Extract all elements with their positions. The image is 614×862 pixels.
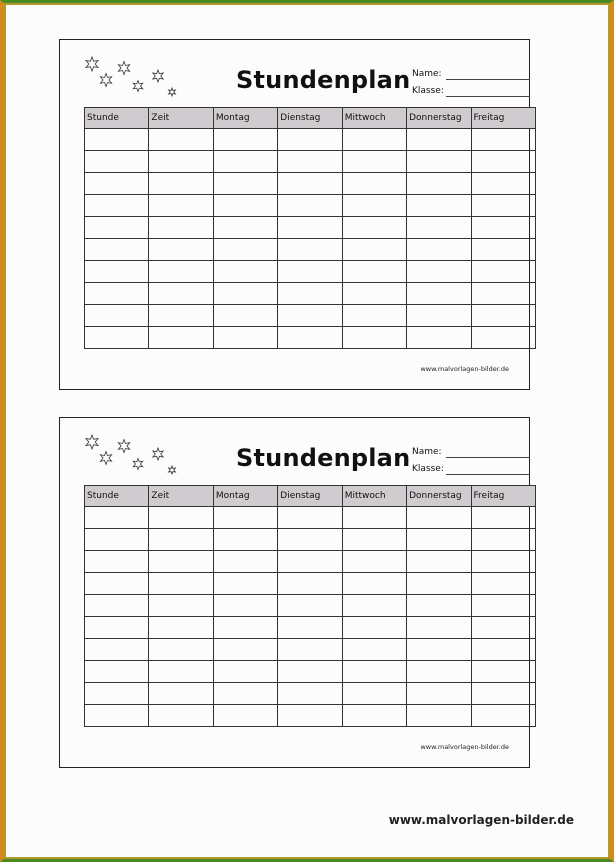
table-cell: [85, 217, 149, 239]
table-cell: [85, 529, 149, 551]
table-cell: [278, 261, 342, 283]
table-cell: [213, 595, 277, 617]
card-footer-url: www.malvorlagen-bilder.de: [420, 365, 509, 373]
table-cell: [471, 529, 535, 551]
star-icon: [100, 452, 111, 465]
table-cell: [149, 261, 213, 283]
class-blank-line: [446, 474, 530, 475]
table-cell: [407, 661, 471, 683]
table-row: [85, 595, 536, 617]
star-icon: [133, 81, 143, 92]
table-cell: [85, 551, 149, 573]
column-header: Donnerstag: [407, 108, 471, 129]
star-icon: [100, 74, 111, 87]
table-cell: [342, 529, 406, 551]
name-label: Name:: [412, 447, 442, 457]
table-row: [85, 551, 536, 573]
table-cell: [278, 195, 342, 217]
star-icon: [133, 459, 143, 470]
table-cell: [342, 705, 406, 727]
table-cell: [342, 151, 406, 173]
table-cell: [149, 305, 213, 327]
table-cell: [471, 507, 535, 529]
column-header: Zeit: [149, 108, 213, 129]
table-cell: [342, 217, 406, 239]
table-cell: [149, 173, 213, 195]
column-header: Zeit: [149, 486, 213, 507]
table-cell: [342, 551, 406, 573]
table-cell: [278, 639, 342, 661]
table-cell: [471, 639, 535, 661]
star-icon: [118, 62, 129, 75]
table-row: [85, 573, 536, 595]
table-cell: [85, 327, 149, 349]
table-cell: [471, 305, 535, 327]
table-cell: [149, 507, 213, 529]
table-cell: [85, 151, 149, 173]
table-cell: [407, 617, 471, 639]
class-label: Klasse:: [412, 464, 444, 474]
table-cell: [471, 173, 535, 195]
star-icon: [86, 435, 98, 449]
table-cell: [278, 705, 342, 727]
column-header: Dienstag: [278, 486, 342, 507]
card-title: Stundenplan: [236, 444, 411, 472]
star-icon: [86, 57, 98, 71]
table-cell: [471, 705, 535, 727]
table-cell: [407, 305, 471, 327]
table-cell: [471, 129, 535, 151]
timetable-card-1: [59, 39, 530, 390]
table-cell: [213, 705, 277, 727]
table-cell: [85, 705, 149, 727]
table-row: [85, 305, 536, 327]
table-cell: [342, 617, 406, 639]
table-cell: [149, 573, 213, 595]
table-cell: [407, 173, 471, 195]
table-cell: [342, 573, 406, 595]
table-row: [85, 195, 536, 217]
table-cell: [149, 617, 213, 639]
table-cell: [278, 151, 342, 173]
table-cell: [471, 261, 535, 283]
table-cell: [213, 617, 277, 639]
table-cell: [278, 573, 342, 595]
table-cell: [407, 195, 471, 217]
schedule-table: [84, 485, 536, 727]
table-cell: [407, 217, 471, 239]
table-cell: [407, 595, 471, 617]
page-footer-url: www.malvorlagen-bilder.de: [388, 813, 574, 827]
table-row: [85, 683, 536, 705]
class-label: Klasse:: [412, 86, 444, 96]
table-body: [85, 129, 536, 349]
name-field: [412, 447, 442, 457]
stars-decoration: [80, 432, 180, 480]
table-cell: [342, 173, 406, 195]
table-cell: [278, 239, 342, 261]
table-cell: [407, 639, 471, 661]
table-cell: [85, 507, 149, 529]
table-cell: [149, 239, 213, 261]
column-header: Stunde: [85, 108, 149, 129]
table-cell: [342, 305, 406, 327]
table-cell: [213, 573, 277, 595]
table-cell: [407, 129, 471, 151]
timetable-card-2: [59, 417, 530, 768]
table-cell: [278, 595, 342, 617]
column-header: Freitag: [471, 486, 535, 507]
table-cell: [278, 661, 342, 683]
table-row: [85, 129, 536, 151]
star-icon: [118, 440, 129, 453]
table-cell: [85, 195, 149, 217]
table-cell: [85, 617, 149, 639]
table-cell: [342, 261, 406, 283]
table-cell: [278, 507, 342, 529]
table-cell: [85, 305, 149, 327]
table-cell: [278, 217, 342, 239]
table-row: [85, 151, 536, 173]
table-cell: [407, 151, 471, 173]
table-cell: [213, 239, 277, 261]
table-cell: [471, 661, 535, 683]
star-icon: [169, 466, 176, 474]
table-row: [85, 217, 536, 239]
table-cell: [342, 327, 406, 349]
column-header: Dienstag: [278, 108, 342, 129]
table-cell: [342, 683, 406, 705]
column-header: Montag: [213, 486, 277, 507]
card-footer-url: www.malvorlagen-bilder.de: [420, 743, 509, 751]
table-cell: [342, 129, 406, 151]
table-cell: [342, 239, 406, 261]
name-field: [412, 69, 442, 79]
table-cell: [407, 507, 471, 529]
table-cell: [471, 573, 535, 595]
table-row: [85, 327, 536, 349]
table-cell: [149, 639, 213, 661]
table-row: [85, 661, 536, 683]
table-row: [85, 507, 536, 529]
table-body: [85, 507, 536, 727]
column-header: Donnerstag: [407, 486, 471, 507]
table-cell: [149, 551, 213, 573]
table-cell: [407, 705, 471, 727]
table-cell: [471, 551, 535, 573]
table-row: [85, 239, 536, 261]
table-row: [85, 173, 536, 195]
table-cell: [85, 261, 149, 283]
table-cell: [278, 529, 342, 551]
table-cell: [149, 327, 213, 349]
table-cell: [213, 173, 277, 195]
table-cell: [407, 683, 471, 705]
star-icon: [169, 88, 176, 96]
table-cell: [85, 661, 149, 683]
name-label: Name:: [412, 69, 442, 79]
table-cell: [213, 195, 277, 217]
column-header: Montag: [213, 108, 277, 129]
table-cell: [213, 507, 277, 529]
table-row: [85, 617, 536, 639]
class-field: [412, 464, 444, 474]
table-row: [85, 705, 536, 727]
table-cell: [85, 573, 149, 595]
table-cell: [471, 283, 535, 305]
table-cell: [213, 529, 277, 551]
star-icon: [153, 70, 163, 82]
table-cell: [149, 529, 213, 551]
table-cell: [85, 595, 149, 617]
table-cell: [342, 639, 406, 661]
column-header: Mittwoch: [342, 486, 406, 507]
table-cell: [278, 283, 342, 305]
table-cell: [342, 595, 406, 617]
table-cell: [278, 305, 342, 327]
table-cell: [149, 195, 213, 217]
table-cell: [471, 239, 535, 261]
table-cell: [149, 705, 213, 727]
table-cell: [407, 573, 471, 595]
table-cell: [342, 507, 406, 529]
table-cell: [407, 529, 471, 551]
table-cell: [471, 595, 535, 617]
schedule-table: [84, 107, 536, 349]
table-cell: [149, 217, 213, 239]
table-row: [85, 283, 536, 305]
table-cell: [149, 151, 213, 173]
table-cell: [278, 551, 342, 573]
table-cell: [213, 661, 277, 683]
table-cell: [407, 239, 471, 261]
table-cell: [213, 639, 277, 661]
table-cell: [471, 217, 535, 239]
class-field: [412, 86, 444, 96]
table-cell: [407, 261, 471, 283]
name-blank-line: [446, 79, 530, 80]
table-cell: [149, 683, 213, 705]
table-cell: [85, 129, 149, 151]
table-cell: [471, 195, 535, 217]
table-cell: [213, 551, 277, 573]
table-header-row: [85, 486, 536, 507]
column-header: Mittwoch: [342, 108, 406, 129]
table-cell: [278, 173, 342, 195]
table-cell: [278, 683, 342, 705]
table-cell: [471, 617, 535, 639]
table-cell: [213, 283, 277, 305]
star-icon: [153, 448, 163, 460]
table-cell: [213, 129, 277, 151]
card-title: Stundenplan: [236, 66, 411, 94]
name-blank-line: [446, 457, 530, 458]
table-cell: [85, 283, 149, 305]
table-cell: [213, 261, 277, 283]
table-cell: [278, 327, 342, 349]
stars-decoration: [80, 54, 180, 102]
table-row: [85, 529, 536, 551]
table-cell: [407, 551, 471, 573]
column-header: Stunde: [85, 486, 149, 507]
table-cell: [213, 151, 277, 173]
table-cell: [278, 617, 342, 639]
table-cell: [149, 283, 213, 305]
table-cell: [471, 327, 535, 349]
table-cell: [471, 683, 535, 705]
table-cell: [407, 283, 471, 305]
table-header-row: [85, 108, 536, 129]
table-cell: [85, 683, 149, 705]
table-cell: [278, 129, 342, 151]
table-cell: [342, 661, 406, 683]
class-blank-line: [446, 96, 530, 97]
table-cell: [213, 327, 277, 349]
table-cell: [407, 327, 471, 349]
table-cell: [85, 173, 149, 195]
column-header: Freitag: [471, 108, 535, 129]
table-cell: [213, 305, 277, 327]
table-row: [85, 639, 536, 661]
table-cell: [85, 639, 149, 661]
table-cell: [213, 683, 277, 705]
table-cell: [149, 661, 213, 683]
table-cell: [342, 195, 406, 217]
table-cell: [342, 283, 406, 305]
table-cell: [85, 239, 149, 261]
table-cell: [149, 595, 213, 617]
table-row: [85, 261, 536, 283]
table-cell: [213, 217, 277, 239]
table-cell: [149, 129, 213, 151]
table-cell: [471, 151, 535, 173]
